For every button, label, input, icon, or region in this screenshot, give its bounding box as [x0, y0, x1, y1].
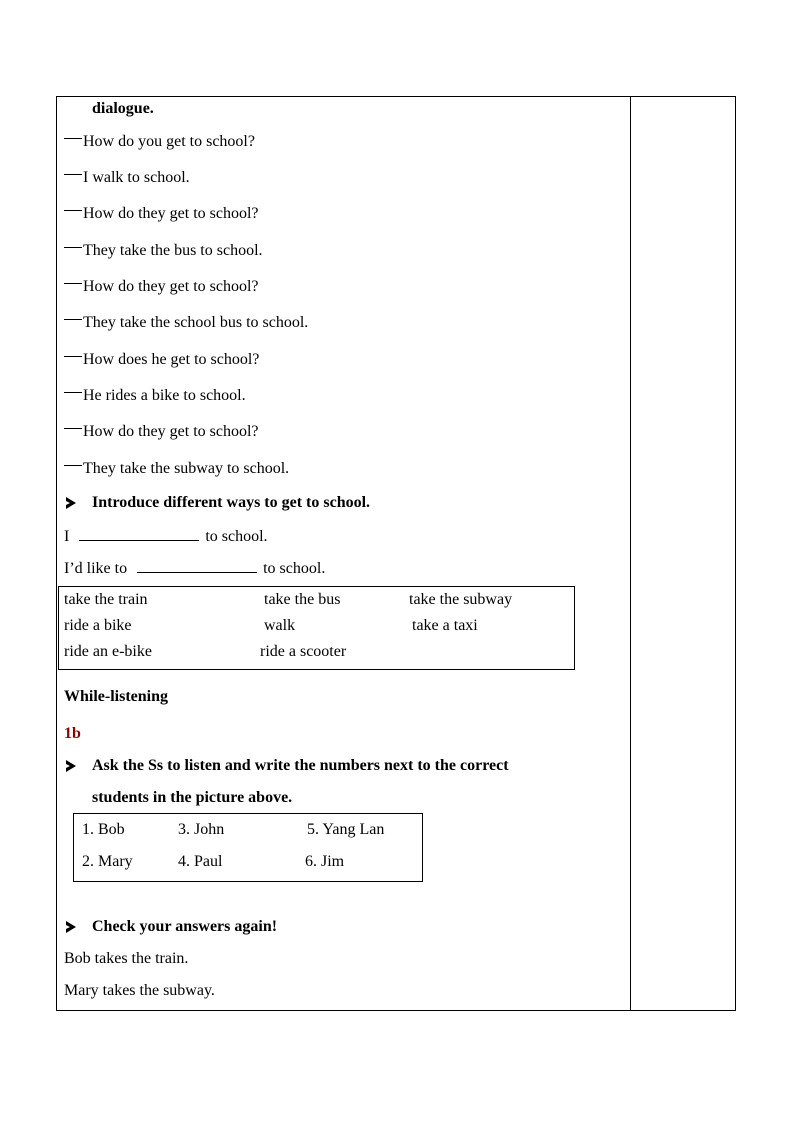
dash-mark: [64, 356, 82, 357]
answer-sentence: Mary takes the subway.: [64, 982, 215, 999]
dash-mark: [64, 174, 82, 175]
instruction-line-1: Ask the Ss to listen and write the numbers next to the correct: [92, 757, 509, 774]
dialogue-line: I walk to school.: [64, 168, 190, 188]
dialogue-heading-continuation: dialogue.: [92, 100, 154, 117]
introduce-heading: Introduce different ways to get to school.: [92, 494, 371, 511]
dash-mark: [64, 465, 82, 466]
dash-mark: [64, 210, 82, 211]
dialogue-line: They take the school bus to school.: [64, 313, 308, 333]
way-item: take the train: [64, 591, 148, 608]
dash-mark: [64, 283, 82, 284]
way-item: take the subway: [409, 591, 513, 608]
dialogue-line: He rides a bike to school.: [64, 386, 246, 406]
dash-mark: [64, 428, 82, 429]
dialogue-line: They take the subway to school.: [64, 459, 289, 479]
bullet-arrow-icon: [66, 921, 76, 933]
student-name: 2. Mary: [82, 853, 133, 870]
fill-in-line-2: I’d like to to school.: [64, 560, 326, 577]
dialogue-line: How do they get to school?: [64, 204, 259, 224]
student-name: 5. Yang Lan: [307, 821, 385, 838]
way-item: take a taxi: [412, 617, 478, 634]
dash-mark: [64, 319, 82, 320]
bullet-arrow-icon: [66, 760, 76, 772]
student-name: 6. Jim: [305, 853, 345, 870]
dash-mark: [64, 138, 82, 139]
check-answers-heading: Check your answers again!: [92, 918, 278, 935]
way-item: walk: [264, 617, 296, 634]
while-listening-heading: While-listening: [64, 688, 169, 705]
way-item: take the bus: [264, 591, 341, 608]
answer-blank: [137, 558, 257, 573]
dialogue-line: How do they get to school?: [64, 277, 259, 297]
student-name: 4. Paul: [178, 853, 223, 870]
dash-mark: [64, 392, 82, 393]
student-name: 3. John: [178, 821, 225, 838]
column-divider: [630, 96, 631, 1011]
answer-blank: [79, 526, 199, 541]
dialogue-line: They take the bus to school.: [64, 241, 263, 261]
fill-in-line-1: I to school.: [64, 528, 268, 545]
way-item: ride a bike: [64, 617, 132, 634]
way-item: ride a scooter: [260, 643, 347, 660]
dialogue-line: How does he get to school?: [64, 350, 259, 370]
student-name: 1. Bob: [82, 821, 125, 838]
dash-mark: [64, 247, 82, 248]
way-item: ride an e-bike: [64, 643, 152, 660]
dialogue-line: How do you get to school?: [64, 132, 255, 152]
bullet-arrow-icon: [66, 497, 76, 509]
instruction-line-2: students in the picture above.: [92, 789, 293, 806]
dialogue-line: How do they get to school?: [64, 422, 259, 442]
section-1b-label: 1b: [64, 725, 81, 742]
answer-sentence: Bob takes the train.: [64, 950, 189, 967]
